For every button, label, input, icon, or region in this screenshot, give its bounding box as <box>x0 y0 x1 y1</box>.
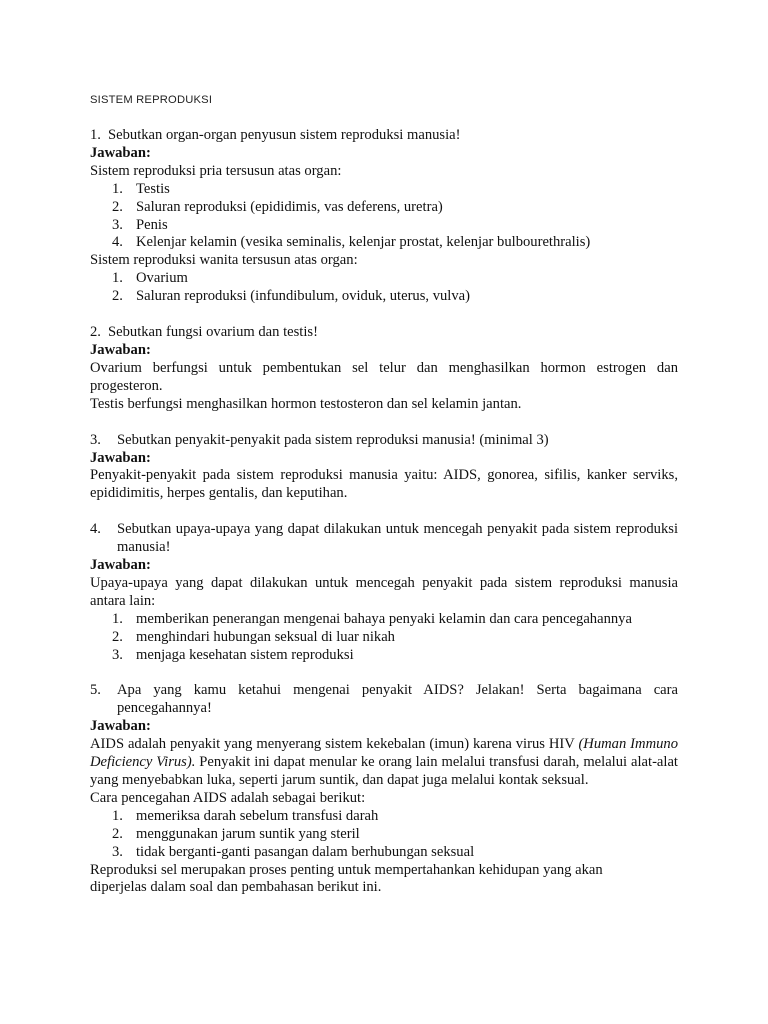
list-number: 1. <box>112 270 123 287</box>
question-3 <box>90 432 678 450</box>
list-item <box>90 288 678 306</box>
spacer <box>90 414 678 432</box>
list-item <box>90 826 678 844</box>
question-number: 3. <box>90 431 101 448</box>
answer-label: Jawaban: <box>90 718 151 735</box>
question-text: Apa yang kamu ketahui mengenai penyakit AIDS? Jelakan! Serta bagaimana cara pencegahannya! <box>117 682 678 717</box>
document-body <box>90 127 678 897</box>
list-number: 3. <box>112 646 123 663</box>
answer-paragraph: Ovarium berfungsi untuk pembentukan sel telur dan menghasilkan hormon estrogen dan progesteron. <box>90 359 678 394</box>
list-text: Testis <box>136 180 170 197</box>
list-number: 3. <box>112 216 123 233</box>
answer-paragraph: Penyakit-penyakit pada sistem reproduksi manusia yaitu: AIDS, gonorea, sifilis, kanker serviks, epididimitis, herpes gentalis, dan keputihan. <box>90 467 678 502</box>
closing-line: Reproduksi sel merupakan proses penting untuk mempertahankan kehidupan yang akan <box>90 861 603 878</box>
question-text: Sebutkan fungsi ovarium dan testis! <box>108 324 318 341</box>
answer-paragraph: Testis berfungsi menghasilkan hormon testosteron dan sel kelamin jantan. <box>90 395 522 412</box>
list-text: memeriksa darah sebelum transfusi darah <box>136 807 379 824</box>
spacer <box>90 664 678 682</box>
list-text: menjaga kesehatan sistem reproduksi <box>136 646 354 663</box>
list-item <box>90 611 678 629</box>
spacer <box>90 503 678 521</box>
list-item <box>90 270 678 288</box>
question-number: 1. <box>90 127 101 143</box>
list-item <box>90 234 678 252</box>
spacer <box>90 306 678 324</box>
question-number: 2. <box>90 324 101 341</box>
list-number: 1. <box>112 180 123 197</box>
answer-label: Jawaban: <box>90 341 151 358</box>
question-text: Sebutkan organ-organ penyusun sistem reproduksi manusia! <box>108 127 461 143</box>
closing-paragraph <box>90 862 678 898</box>
list-text: Saluran reproduksi (infundibulum, oviduk, uterus, vulva) <box>136 288 470 305</box>
list-number: 2. <box>112 288 123 305</box>
text-run: AIDS adalah penyakit yang menyerang sistem kekebalan (imun) karena virus HIV <box>90 736 579 753</box>
text-run: Penyakit ini dapat menular ke orang lain melalui transfusi darah, melalui alat-alat yang menyebabkan luka, seperti jarum suntik, dan dapat juga melalui kontak seksual. <box>90 754 678 788</box>
question-number: 5. <box>90 682 101 699</box>
closing-line: diperjelas dalam soal dan pembahasan berikut ini. <box>90 879 382 896</box>
answer-label: Jawaban: <box>90 144 151 161</box>
male-organ-list <box>90 181 678 253</box>
question-4 <box>90 521 678 557</box>
answer-paragraph: Sistem reproduksi pria tersusun atas organ: <box>90 162 342 179</box>
list-text: memberikan penerangan mengenai bahaya penyaki kelamin dan cara pencegahannya <box>136 610 632 627</box>
list-item <box>90 629 678 647</box>
list-number: 2. <box>112 198 123 215</box>
list-text: Penis <box>136 216 168 233</box>
aids-prevention-list <box>90 808 678 862</box>
question-2 <box>90 324 678 342</box>
list-text: menggunakan jarum suntik yang steril <box>136 825 360 842</box>
list-text: menghindari hubungan seksual di luar nikah <box>136 628 395 645</box>
list-item <box>90 808 678 826</box>
prevention-list <box>90 611 678 665</box>
italic-text-run: (Human Immuno Deficiency Virus). <box>90 736 678 771</box>
list-number: 1. <box>112 807 123 824</box>
list-text: Ovarium <box>136 270 188 287</box>
question-text: Sebutkan upaya-upaya yang dapat dilakukan untuk mencegah penyakit pada sistem reproduksi manusia! <box>117 521 678 556</box>
answer-paragraph: Upaya-upaya yang dapat dilakukan untuk mencegah penyakit pada sistem reproduksi manusia antara lain: <box>90 574 678 609</box>
list-text: tidak berganti-ganti pasangan dalam berhubungan seksual <box>136 843 475 860</box>
list-number: 3. <box>112 843 123 860</box>
list-text: Kelenjar kelamin (vesika seminalis, kelenjar prostat, kelenjar bulbourethralis) <box>136 234 591 251</box>
question-1 <box>90 127 678 145</box>
list-number: 2. <box>112 628 123 645</box>
answer-label: Jawaban: <box>90 449 151 466</box>
question-text: Sebutkan penyakit-penyakit pada sistem reproduksi manusia! (minimal 3) <box>117 431 549 448</box>
document-title: SISTEM REPRODUKSI <box>90 94 213 106</box>
list-number: 2. <box>112 825 123 842</box>
list-item <box>90 199 678 217</box>
female-organ-list <box>90 270 678 306</box>
answer-paragraph <box>90 736 678 790</box>
question-5 <box>90 682 678 718</box>
list-item <box>90 647 678 665</box>
list-item <box>90 844 678 862</box>
list-number: 1. <box>112 610 123 627</box>
question-number: 4. <box>90 521 101 538</box>
list-item <box>90 217 678 235</box>
list-number: 4. <box>112 234 123 251</box>
answer-paragraph: Sistem reproduksi wanita tersusun atas organ: <box>90 252 358 269</box>
list-text: Saluran reproduksi (epididimis, vas deferens, uretra) <box>136 198 443 215</box>
answer-label: Jawaban: <box>90 557 151 574</box>
list-item <box>90 181 678 199</box>
answer-paragraph: Cara pencegahan AIDS adalah sebagai berikut: <box>90 789 366 806</box>
